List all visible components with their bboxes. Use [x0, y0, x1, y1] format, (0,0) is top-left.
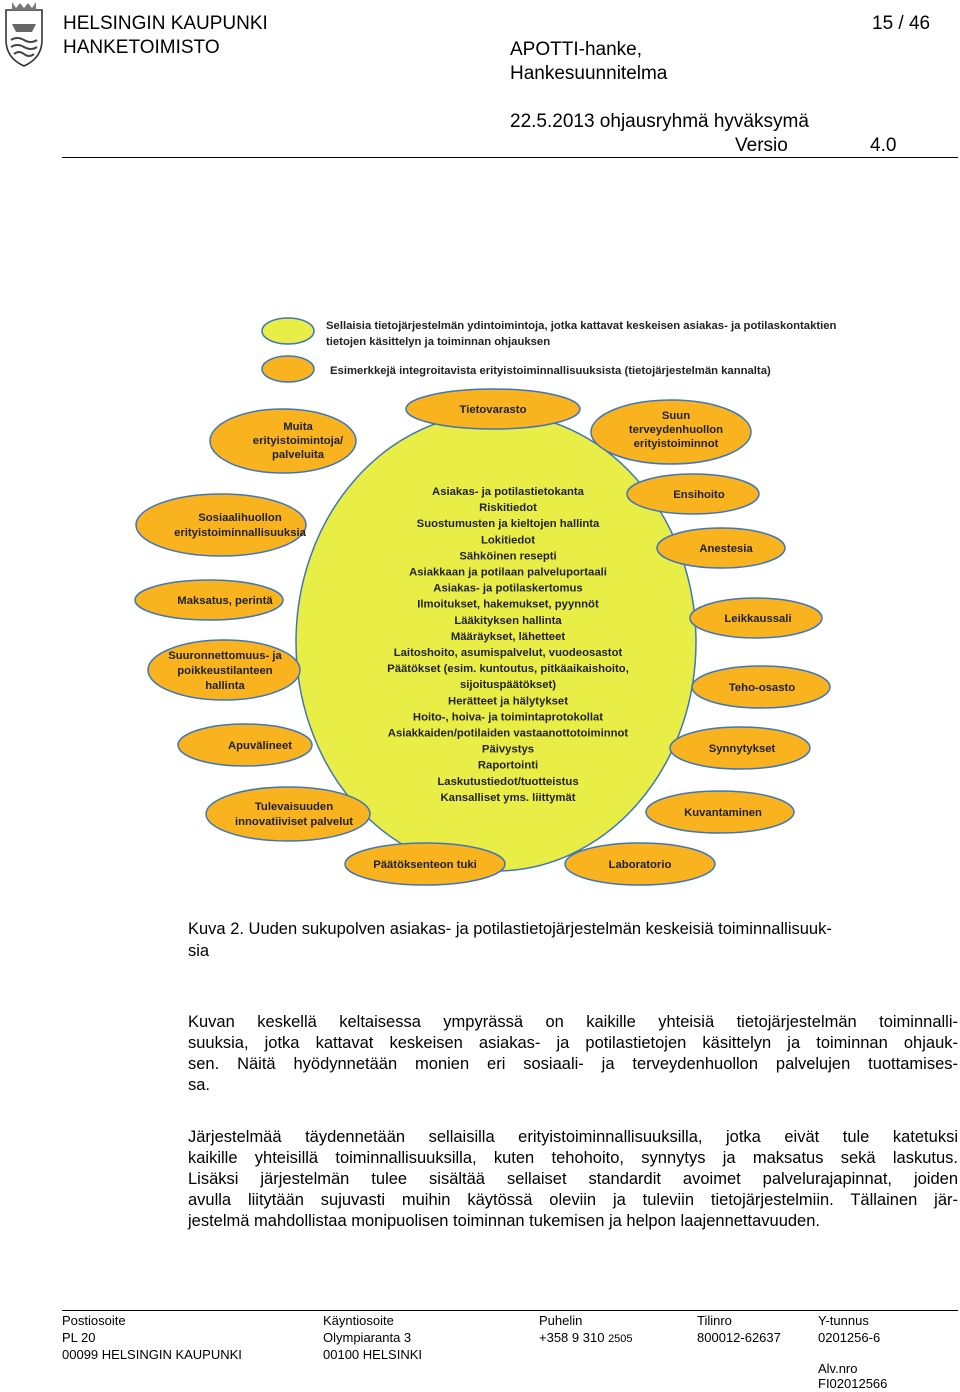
footer-visit-street: Olympiaranta 3 — [323, 1330, 412, 1345]
organisation-name: HELSINGIN KAUPUNKI — [63, 13, 268, 34]
legend-special-swatch — [262, 356, 314, 382]
footer-postal-label: Postiosoite — [62, 1313, 126, 1328]
core-function-item: sijoituspäätökset) — [459, 679, 557, 692]
footer-account-label: Tilinro — [697, 1313, 732, 1328]
svg-text:Apuvälineet: Apuvälineet — [227, 740, 293, 752]
footer-visit-city: 00100 HELSINKI — [323, 1347, 423, 1362]
core-function-item: Kansalliset yms. liittymät — [440, 791, 576, 804]
version-label: Versio — [735, 135, 788, 156]
satellite-tietovarasto — [406, 389, 580, 429]
svg-text:Laboratorio: Laboratorio — [608, 859, 672, 871]
svg-text:Sosiaalihuollonerityistoiminna: Sosiaalihuollon erityistoiminnallisuuksia — [174, 512, 306, 539]
footer-phone-label: Puhelin — [539, 1313, 583, 1328]
satellite-teho-osasto — [692, 666, 830, 708]
satellite-paatoksenteon-tuki — [345, 843, 505, 885]
svg-text:Suunterveydenhuollonerityistoi: Suun terveydenhuollon erityistoiminnot — [628, 410, 724, 450]
svg-text:Tietovarasto: Tietovarasto — [459, 404, 527, 416]
legend-core-text-2: tietojen käsittelyn ja toiminnan ohjauksen — [326, 336, 551, 348]
footer-business-id: 0201256-6 — [818, 1330, 881, 1345]
version-number: 4.0 — [870, 135, 897, 156]
satellite-tulevaisuuden-palvelut — [206, 787, 370, 841]
core-function-item: Lokitiedot — [481, 534, 535, 547]
satellite-synnytykset — [670, 727, 810, 769]
svg-text:Teho-osasto: Teho-osasto — [728, 682, 796, 694]
satellite-ensihoito — [627, 474, 759, 514]
core-function-item: Päivystys — [481, 743, 535, 756]
core-function-item: Lääkityksen hallinta — [454, 614, 562, 627]
figure-caption-line-2: sia — [188, 942, 210, 960]
project-name: APOTTI-hanke, — [510, 39, 642, 60]
svg-text:Ensihoito: Ensihoito — [673, 489, 725, 501]
core-function-item: Raportointi — [477, 759, 539, 772]
satellite-muita — [210, 409, 356, 473]
paragraph-1-line: Kuvan keskellä keltaisessa ympyrässä on kaikille yhteisiä tietojärjestelmän toiminnalli- — [188, 1013, 958, 1031]
svg-text:Anestesia: Anestesia — [699, 543, 753, 555]
footer-divider — [62, 1310, 958, 1311]
satellite-apuvalineet — [178, 724, 312, 766]
document-title: Hankesuunnitelma — [510, 63, 668, 84]
core-function-item: Herätteet ja hälytykset — [448, 695, 568, 708]
satellite-anestesia — [657, 528, 785, 568]
satellite-kuvantaminen — [646, 791, 794, 833]
footer-business-id-label: Y-tunnus — [818, 1313, 869, 1328]
satellite-leikkaussali — [690, 598, 822, 638]
paragraph-2-line: avulla liitytään sujuvasti muihin käytössä oleviin ja tuleviin tietojärjestelmiin. Tällainen jär- — [188, 1191, 958, 1209]
satellite-maksatus — [135, 580, 283, 620]
footer-visit-label: Käyntiosoite — [323, 1313, 394, 1328]
paragraph-1-line: sen. Näitä hyödynnetään monien eri sosiaali- ja terveydenhuollon palvelujen tuottamises- — [188, 1055, 958, 1073]
satellite-suun-terveydenhuolto — [591, 400, 751, 464]
core-function-item: Riskitiedot — [479, 502, 537, 515]
svg-text:Suuronnettomuus- japoikkeustil: Suuronnettomuus- ja poikkeustilanteen hallinta — [168, 650, 282, 692]
paragraph-1-line: sa. — [188, 1076, 211, 1094]
core-function-item: Sähköinen resepti — [459, 550, 557, 563]
svg-text:Leikkaussali: Leikkaussali — [724, 613, 792, 625]
page-number: 15 / 46 — [872, 13, 931, 34]
core-function-item: Laitoshoito, asumispalvelut, vuodeosastot — [393, 647, 623, 659]
paragraph-2-line: Lisäksi järjestelmän tulee sisältää sellaiset standardit avoimet palvelurajapinnat, joiden — [188, 1170, 958, 1188]
footer-phone-extension: 2505 — [608, 1333, 633, 1345]
core-function-item: Laskutustiedot/tuotteistus — [437, 775, 579, 788]
footer-vat-label: Alv.nro — [818, 1361, 858, 1376]
figure-caption-line-1: Kuva 2. Uuden sukupolven asiakas- ja potilastietojärjestelmän keskeisiä toiminnallisuuk- — [188, 920, 832, 938]
core-function-item: Ilmoitukset, hakemukset, pyynnöt — [417, 598, 599, 611]
footer-account-number: 800012-62637 — [697, 1330, 781, 1345]
core-function-item: Asiakkaan ja potilaan palveluportaali — [409, 566, 607, 579]
core-function-item: Asiakas- ja potilastietokanta — [432, 486, 584, 498]
svg-text:Muitaerityistoimintoja/palvelu: Muita erityistoimintoja/ palveluita — [252, 421, 344, 461]
core-function-item: Asiakas- ja potilaskertomus — [433, 582, 583, 595]
footer-postal-city: 00099 HELSINGIN KAUPUNKI — [62, 1347, 242, 1362]
department-name: HANKETOIMISTO — [63, 37, 220, 58]
paragraph-2-line: kaikille yhteisillä toiminnallisuuksilla, kuten tehohoito, synnytys ja maksatus sekä laskutus. — [188, 1149, 958, 1167]
footer-phone-main: +358 9 310 — [539, 1330, 605, 1345]
svg-text:Tulevaisuudeninnovatiiviset pa: Tulevaisuuden innovatiiviset palvelut — [234, 801, 354, 828]
satellite-suuronnettomuus — [148, 640, 300, 700]
paragraph-2-line: jestelmä mahdollistaa monipuolisen toiminnan tukemisen ja helpon laajennettavuuden. — [188, 1212, 820, 1230]
satellite-sosiaalihuolto — [136, 494, 307, 556]
approval-note: 22.5.2013 ohjausryhmä hyväksymä — [510, 111, 809, 132]
core-function-item: Asiakkaiden/potilaiden vastaanottotoiminnot — [387, 727, 629, 740]
legend-core-swatch — [262, 318, 314, 344]
svg-text:Kuvantaminen: Kuvantaminen — [684, 807, 762, 819]
satellite-laboratorio — [565, 843, 715, 885]
footer-phone-number — [539, 1330, 633, 1347]
core-function-item: Määräykset, lähetteet — [450, 630, 566, 643]
svg-text:Päätöksenteon tuki: Päätöksenteon tuki — [373, 859, 477, 871]
core-function-item: Päätökset (esim. kuntoutus, pitkäaikaishoito, — [387, 663, 629, 676]
core-function-item: Hoito-, hoiva- ja toimintaprotokollat — [412, 711, 604, 724]
footer-postal-box: PL 20 — [62, 1330, 96, 1345]
svg-text:Maksatus, perintä: Maksatus, perintä — [177, 595, 273, 607]
paragraph-1 — [188, 1012, 958, 1096]
svg-text:Synnytykset: Synnytykset — [708, 743, 776, 755]
core-function-item: Suostumusten ja kieltojen hallinta — [416, 518, 600, 531]
legend-special-text: Esimerkkejä integroitavista erityistoiminnallisuuksista (tietojärjestelmän kannalta) — [330, 365, 771, 377]
paragraph-2 — [188, 1127, 958, 1232]
footer-vat-number: FI02012566 — [818, 1376, 888, 1391]
paragraph-1-line: suuksia, jotka kattavat keskeisen asiakas- ja potilastietojen käsittelyn ja toiminnan ohjauk- — [188, 1034, 958, 1052]
paragraph-2-line: Järjestelmää täydennetään sellaisilla erityistoiminnallisuuksilla, jotka eivät tule katetuksi — [188, 1128, 958, 1146]
legend-core-text-1: Sellaisia tietojärjestelmän ydintoimintoja, jotka kattavat keskeisen asiakas- ja potilaskontaktien — [326, 320, 837, 332]
